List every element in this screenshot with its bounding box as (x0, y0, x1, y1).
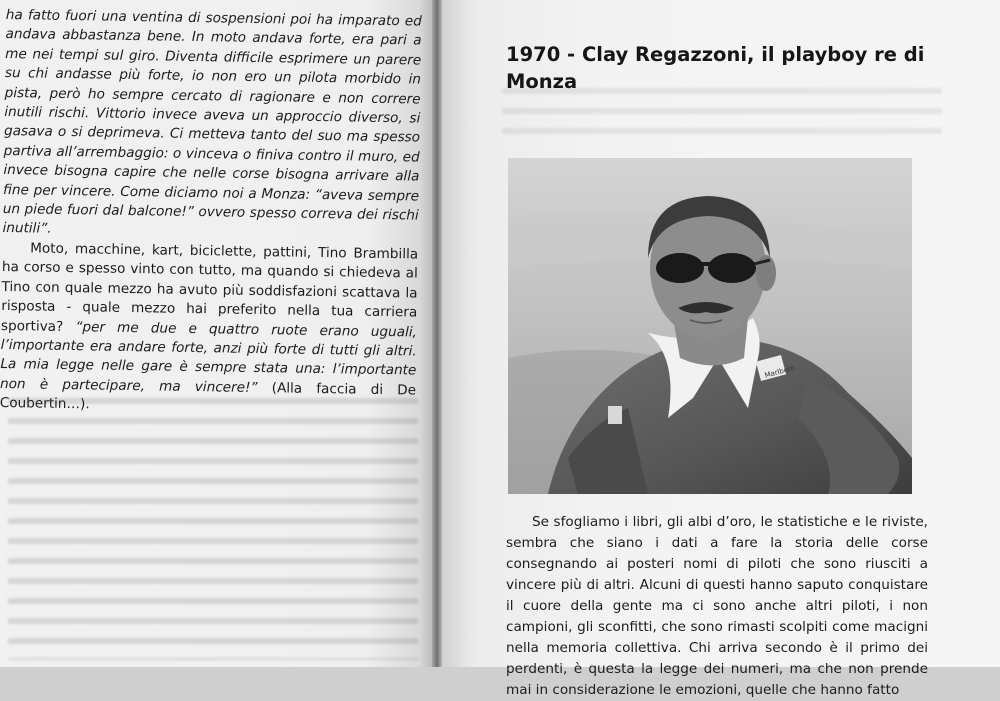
right-page-text (506, 512, 928, 701)
left-paragraph-2 (0, 239, 418, 420)
left-paragraph-2-quote: “per me due e quattro ruote erano uguali, l’importante era andare forte, anzi più forte di tutti gli altri. La mia legge nelle gare è sempre stata una: l’importante non è partecipare, ma vincere!” (0, 318, 418, 396)
portrait-photo (508, 158, 912, 494)
book-gutter (432, 0, 442, 667)
left-page (0, 0, 432, 667)
left-paragraph-1: ha fatto fuori una ventina di sospensioni poi ha imparato ed andava abbastanza bene. In moto andava forte, era pari a me nei tempi sul giro. Diventa difficile esprimere un parere su chi andasse più forte, io non ero un pilota morbido in pista, però ho sempre cercato di ragionare e non correre inutili rischi. Vittorio invece aveva un approccio diverso, si gasava o si deprimeva. Ci metteva tanto del suo ma spesso partiva all’arrembaggio: o vinceva o finiva contro il muro, ed invece bisogna capire che nelle corse bisogna arrivare alla fine per vincere. Come diciamo noi a Monza: “aveva sempre un piede fuori dal balcone!” ovvero spesso correva dei rischi inutili”. (2, 6, 422, 238)
jacket-badge-label: Marlboro (763, 364, 796, 380)
left-page-text (0, 6, 422, 420)
right-paragraph-1: Se sfogliamo i libri, gli albi d’oro, le statistiche e le riviste, sembra che siano i dati a fare la storia delle corse consegnando ai posteri nomi di piloti che sono riusciti a vincere più di altri. Alcuni di questi hanno saputo conquistare il cuore della gente ma ci sono anche altri piloti, i non campioni, gli sconfitti, che sono rimasti scolpiti come macigni nella memoria collettiva. Chi arriva secondo è il primo dei perdenti, è questa la legge dei numeri, ma che non prende mai in considerazione le emozioni, quelle che hanno fatto (506, 514, 928, 698)
show-through-text (8, 390, 418, 660)
left-paragraph-2-end: (Alla faccia di De Coubertin…). (0, 379, 417, 413)
chapter-title: 1970 - Clay Regazzoni, il playboy re di Monza (506, 43, 925, 94)
portrait-illustration (508, 158, 912, 494)
left-paragraph-2-start: Moto, macchine, kart, biciclette, pattini, Tino Brambilla ha corso e spesso vinto con tutto, ma quando si chiedeva al Tino con quale mezzo ha avuto più soddisfazioni scattava la risposta - quale mezzo hai preferito nella tua carriera sportiva? (0, 240, 419, 335)
right-page (442, 0, 1000, 698)
